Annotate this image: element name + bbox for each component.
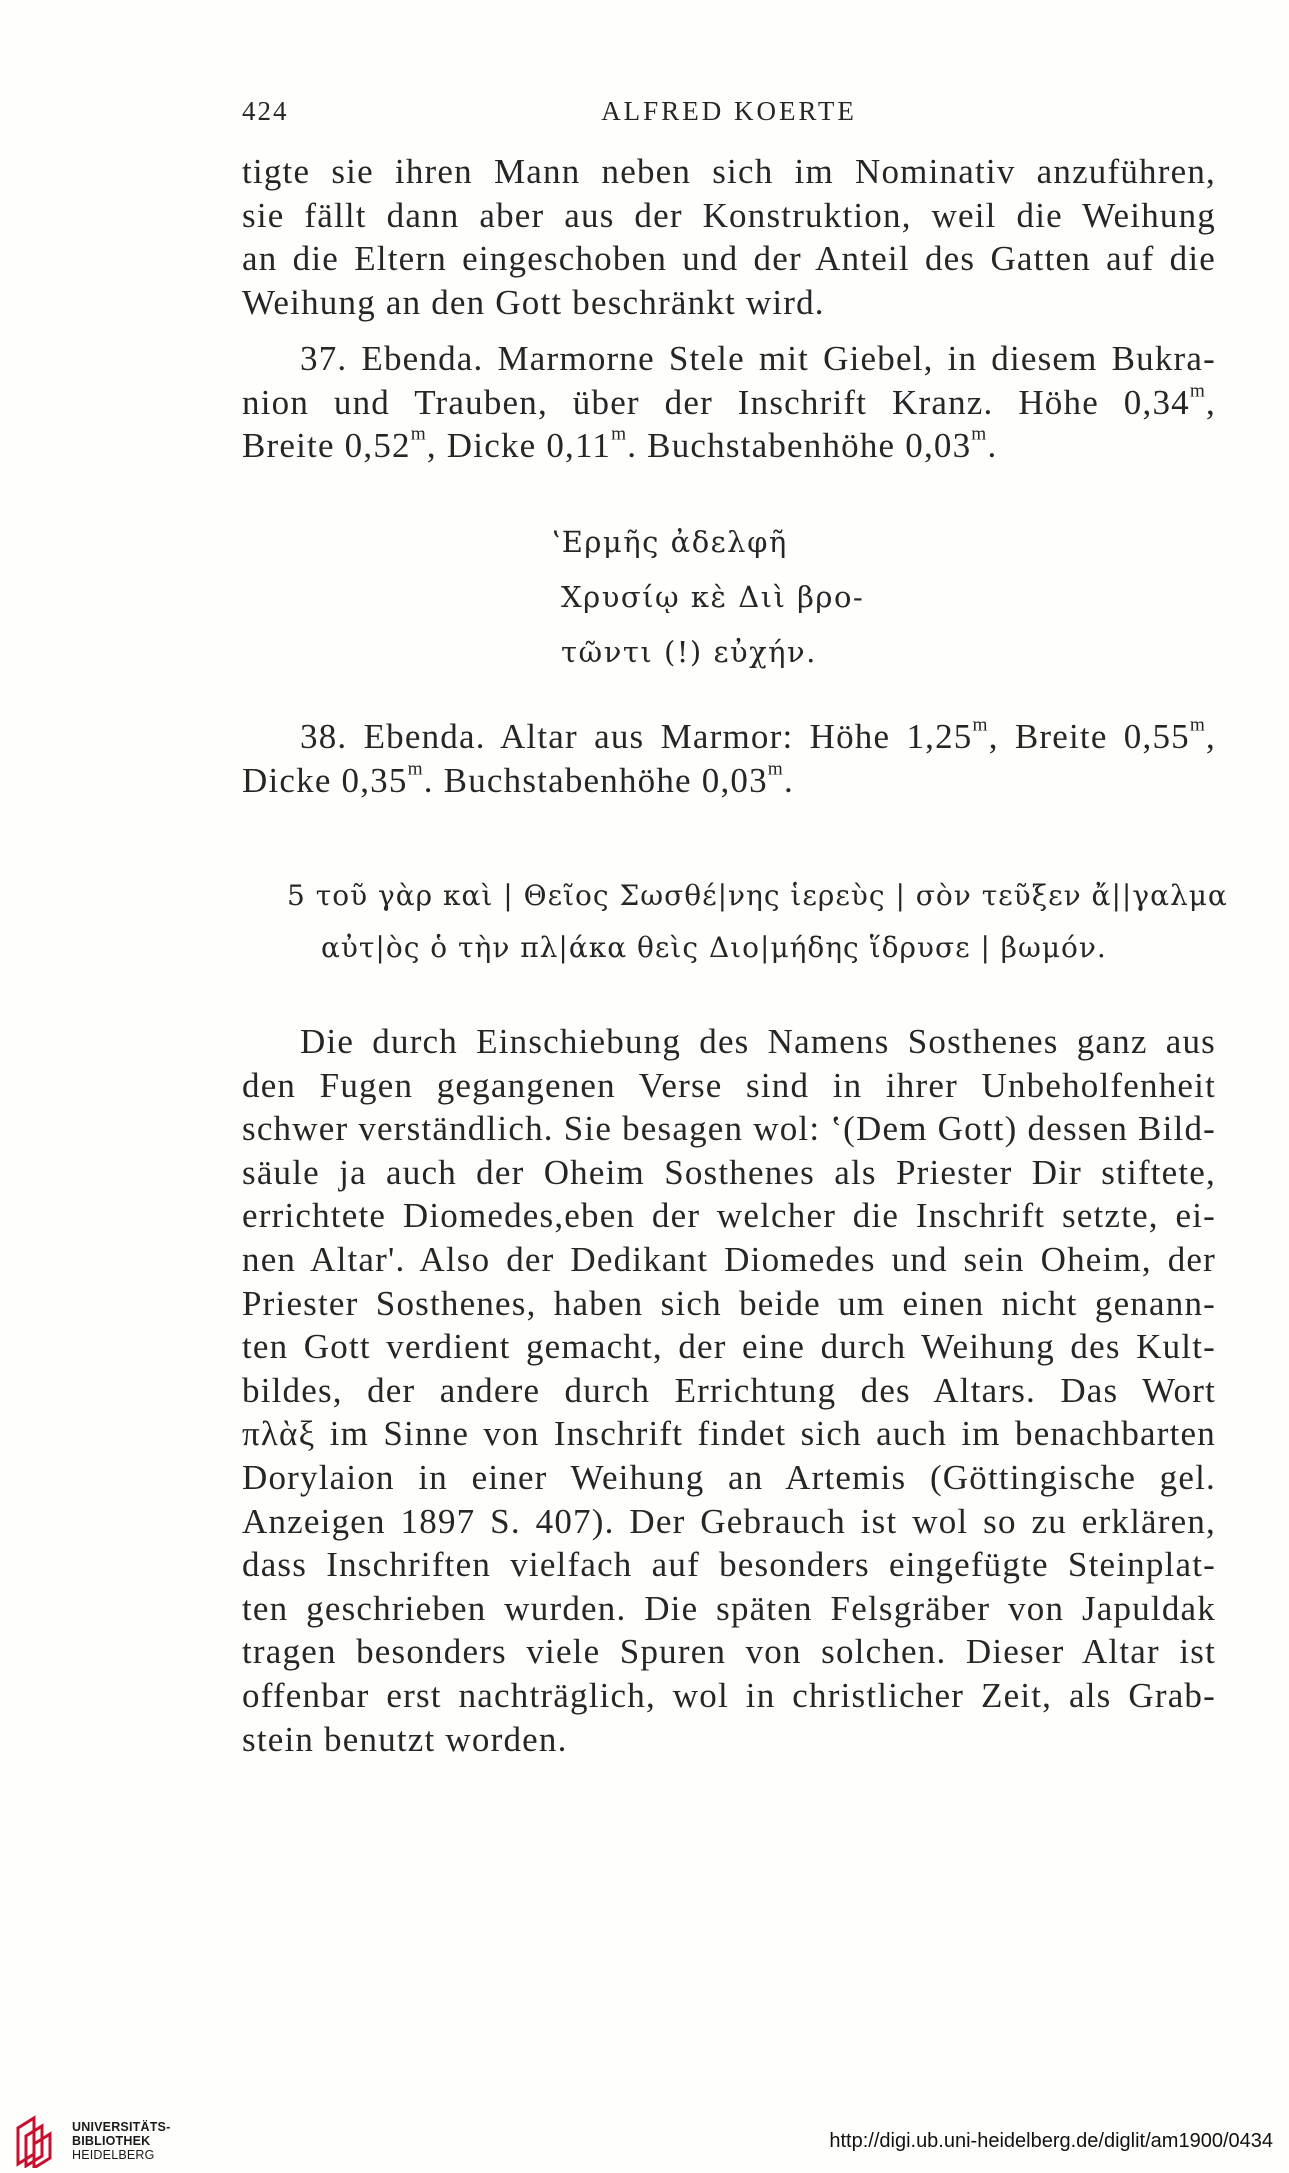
library-name: UNIVERSITÄTS- BIBLIOTHEK HEIDELBERG xyxy=(72,2120,171,2162)
text-line: πλὰξ im Sinne von Inschrift findet sich auch im benachbarten xyxy=(242,1414,1216,1454)
text-line: ten geschrieben wurden. Die späten Felsgräber von Japuldak xyxy=(242,1588,1216,1628)
text-line: tragen besonders viele Spuren von solchen. Dieser Altar ist xyxy=(242,1632,1216,1672)
text-line: stein benutzt worden. xyxy=(242,1719,568,1759)
entry-37-description xyxy=(242,337,1216,468)
inscription-38 xyxy=(242,870,1228,974)
digitization-footer xyxy=(0,2110,1289,2173)
text-line: Dicke 0,35$^m$. Buchstabenhöhe 0,03$^m$. xyxy=(242,758,794,800)
library-logo-icon xyxy=(12,2114,62,2168)
inscription-line: 5 τοῦ γὰρ καὶ | Θεῖος Σωσθέ|νης ἱερεὺς | σὸν τεῦξεν ἄ||γαλμα xyxy=(287,879,1228,912)
text-line: an die Eltern eingeschoben und der Anteil des Gatten auf die xyxy=(242,239,1216,279)
text-line: Anzeigen 1897 S. 407). Der Gebrauch ist wol so zu erklären, xyxy=(242,1501,1216,1541)
text-line: nion und Trauben, über der Inschrift Kranz. Höhe 0,34$^m$, xyxy=(242,380,1216,422)
text-line: ten Gott verdient gemacht, der eine durch Weihung des Kult- xyxy=(242,1327,1216,1367)
inscription-line: ʽΕρμῆς ἀδελφῆ xyxy=(551,525,788,559)
inscription-line: Χρυσίῳ κὲ Διὶ βρο- xyxy=(561,580,865,614)
text-line: Priester Sosthenes, haben sich beide um einen nicht genann- xyxy=(242,1283,1216,1323)
text-line: offenbar erst nachträglich, wol in christlicher Zeit, als Grab- xyxy=(242,1675,1216,1715)
paragraph-continuation xyxy=(242,150,1216,324)
text-line: 38. Ebenda. Altar aus Marmor: Höhe 1,25$^m$, Breite 0,55$^m$, xyxy=(300,714,1216,756)
inscription-37 xyxy=(0,515,1289,680)
text-line: tigte sie ihren Mann neben sich im Nominativ anzuführen, xyxy=(242,152,1216,191)
page-number: 424 xyxy=(242,96,289,126)
text-line: schwer verständlich. Sie besagen wol: ʽ(Dem Gott) dessen Bild- xyxy=(242,1109,1216,1149)
text-line: Weihung an den Gott beschränkt wird. xyxy=(242,282,825,322)
text-line: den Fugen gegangenen Verse sind in ihrer Unbeholfenheit xyxy=(242,1065,1216,1105)
text-line: 37. Ebenda. Marmorne Stele mit Giebel, in diesem Bukra- xyxy=(300,339,1216,378)
commentary-paragraph xyxy=(242,1020,1216,1761)
text-line: Breite 0,52$^m$, Dicke 0,11$^m$. Buchstabenhöhe 0,03$^m$. xyxy=(242,423,998,466)
text-line: errichtete Diomedes,eben der welcher die Inschrift setzte, ei- xyxy=(242,1196,1216,1236)
running-title: ALFRED KOERTE xyxy=(601,96,857,126)
inscription-line: αὐτ|ὸς ὁ τὴν πλ|άκα θεὶς Διο|μήδης ἵδρυσε | βωμόν. xyxy=(321,931,1107,964)
text-line: sie fällt dann aber aus der Konstruktion, weil die Weihung xyxy=(242,195,1216,235)
text-line: bildes, der andere durch Errichtung des Altars. Das Wort xyxy=(242,1370,1216,1410)
text-line: säule ja auch der Oheim Sosthenes als Priester Dir stiftete, xyxy=(242,1152,1216,1192)
running-header xyxy=(242,96,1216,132)
text-line: Dorylaion in einer Weihung an Artemis (Göttingische gel. xyxy=(242,1457,1216,1497)
text-line: nen Altar'. Also der Dedikant Diomedes und sein Oheim, der xyxy=(242,1239,1216,1279)
source-url-link[interactable]: http://digi.ub.uni-heidelberg.de/diglit/am1900/0434 xyxy=(829,2130,1273,2152)
text-line: dass Inschriften vielfach auf besonders eingefügte Steinplat- xyxy=(242,1545,1216,1585)
entry-38-description xyxy=(242,715,1216,802)
text-line: Die durch Einschiebung des Namens Sosthenes ganz aus xyxy=(300,1022,1216,1061)
inscription-line: τῶντι (!) εὐχήν. xyxy=(561,635,817,669)
